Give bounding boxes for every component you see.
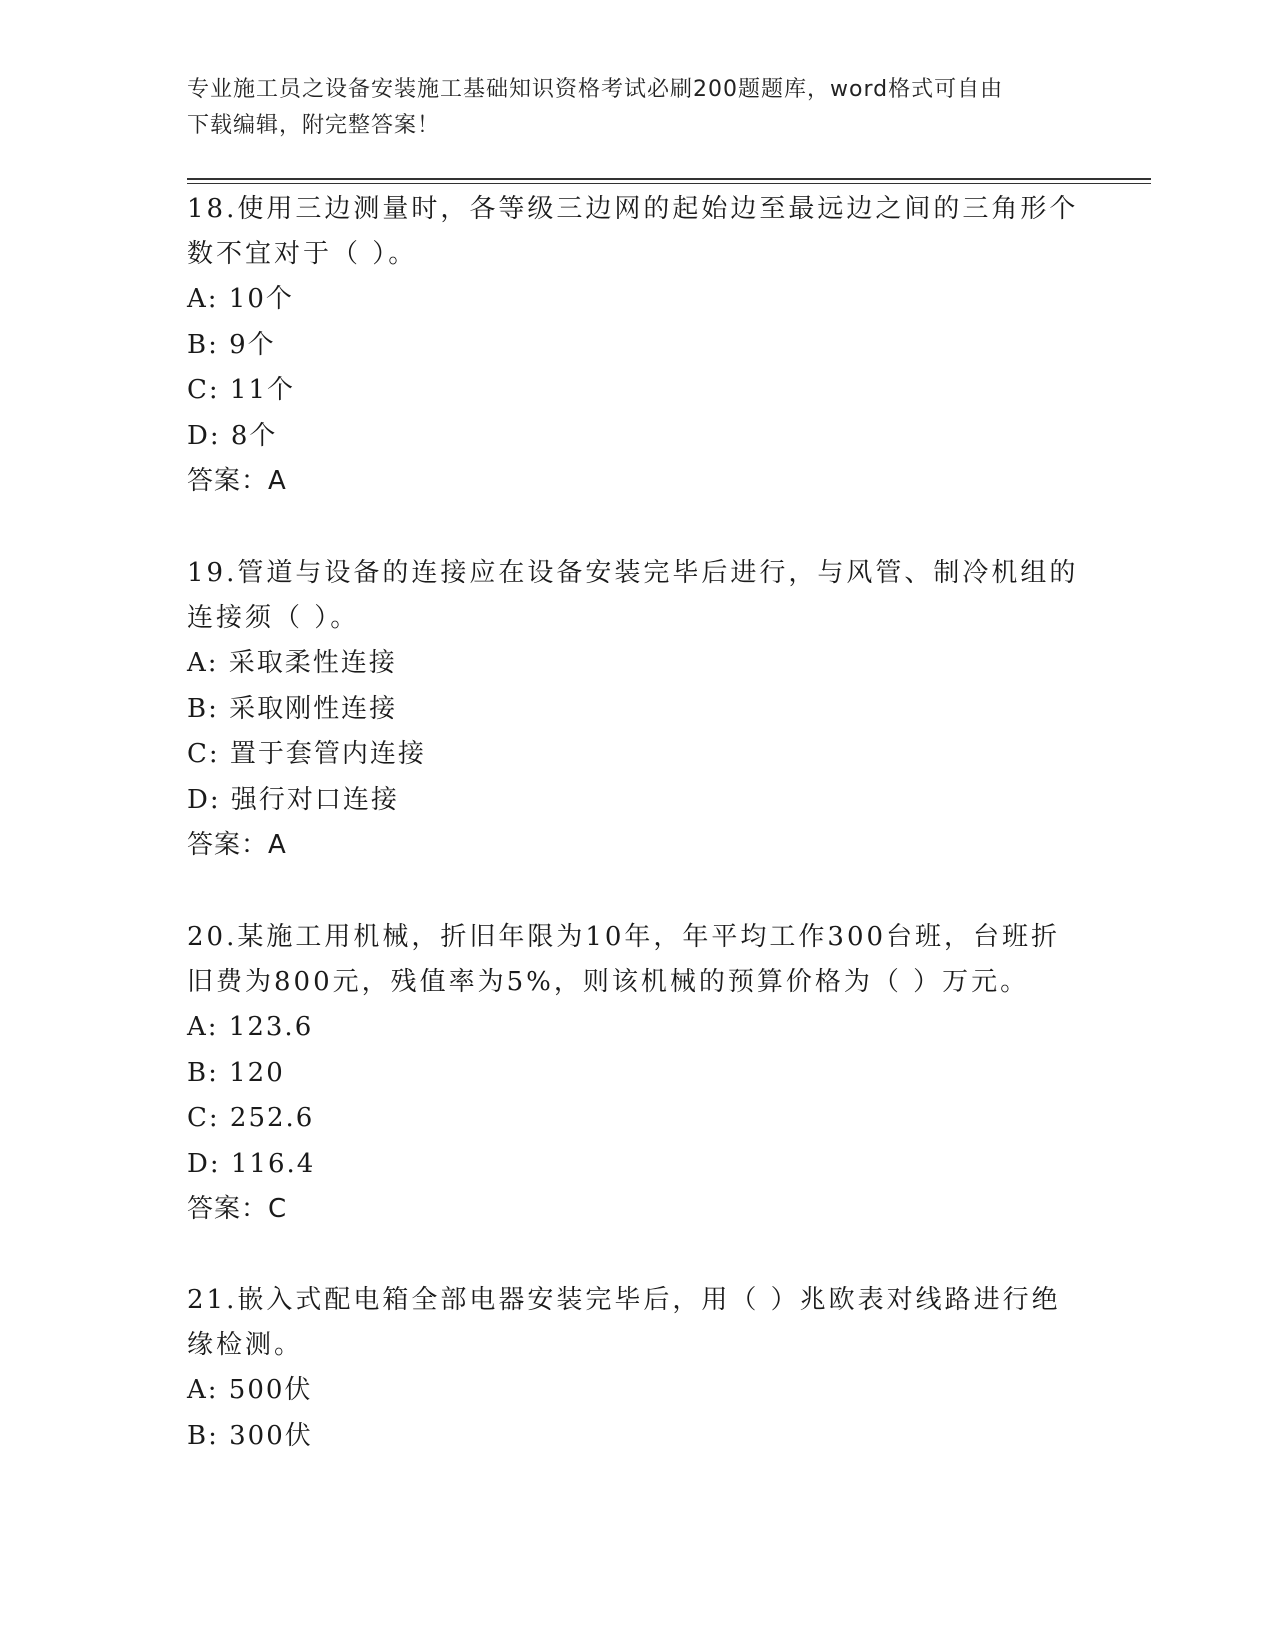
answer: 答案：C xyxy=(187,1194,288,1224)
option-d: D: 116.4 xyxy=(187,1148,316,1179)
question-text-line-1: 18.使用三边测量时，各等级三边网的起始边至最远边之间的三角形个 xyxy=(187,194,1079,224)
option-b: B: 120 xyxy=(187,1057,285,1088)
question-text-line-2: 缘检测。 xyxy=(187,1330,304,1360)
option-d: D: 强行对口连接 xyxy=(187,784,399,815)
question-20 xyxy=(187,915,1087,1233)
option-c: C: 置于套管内连接 xyxy=(187,739,426,769)
option-a: A: 500伏 xyxy=(187,1375,313,1405)
option-b: B: 9个 xyxy=(187,329,276,360)
question-text-line-2: 连接须（ ）。 xyxy=(187,603,360,633)
question-21 xyxy=(187,1278,1087,1459)
option-c: C: 11个 xyxy=(187,375,296,405)
option-a: A: 采取柔性连接 xyxy=(187,648,397,678)
option-c: C: 252.6 xyxy=(187,1103,315,1133)
answer: 答案：A xyxy=(187,830,287,860)
question-text-line-1: 20.某施工用机械，折旧年限为10年，年平均工作300台班，台班折 xyxy=(187,922,1061,952)
question-text-line-1: 19.管道与设备的连接应在设备安装完毕后进行，与风管、制冷机组的 xyxy=(187,558,1079,588)
option-a: A: 123.6 xyxy=(187,1012,314,1042)
question-text-line-2: 旧费为800元，残值率为5%，则该机械的预算价格为（ ）万元。 xyxy=(187,967,1030,997)
header-divider-thick xyxy=(187,178,1151,180)
option-b: B: 300伏 xyxy=(187,1420,313,1451)
question-19 xyxy=(187,551,1087,869)
header-line-2: 下载编辑，附完整答案！ xyxy=(187,113,441,138)
option-a: A: 10个 xyxy=(187,284,294,314)
answer: 答案：A xyxy=(187,466,287,496)
question-text-line-2: 数不宜对于（ ）。 xyxy=(187,239,418,269)
header-divider-thin xyxy=(187,183,1151,184)
header-line-1: 专业施工员之设备安装施工基础知识资格考试必刷200题题库，word格式可自由 xyxy=(187,77,1004,102)
document-header xyxy=(187,72,1067,144)
question-text-line-1: 21.嵌入式配电箱全部电器安装完毕后，用（ ）兆欧表对线路进行绝 xyxy=(187,1285,1061,1315)
option-d: D: 8个 xyxy=(187,420,278,451)
option-b: B: 采取刚性连接 xyxy=(187,693,398,724)
question-18 xyxy=(187,187,1087,505)
